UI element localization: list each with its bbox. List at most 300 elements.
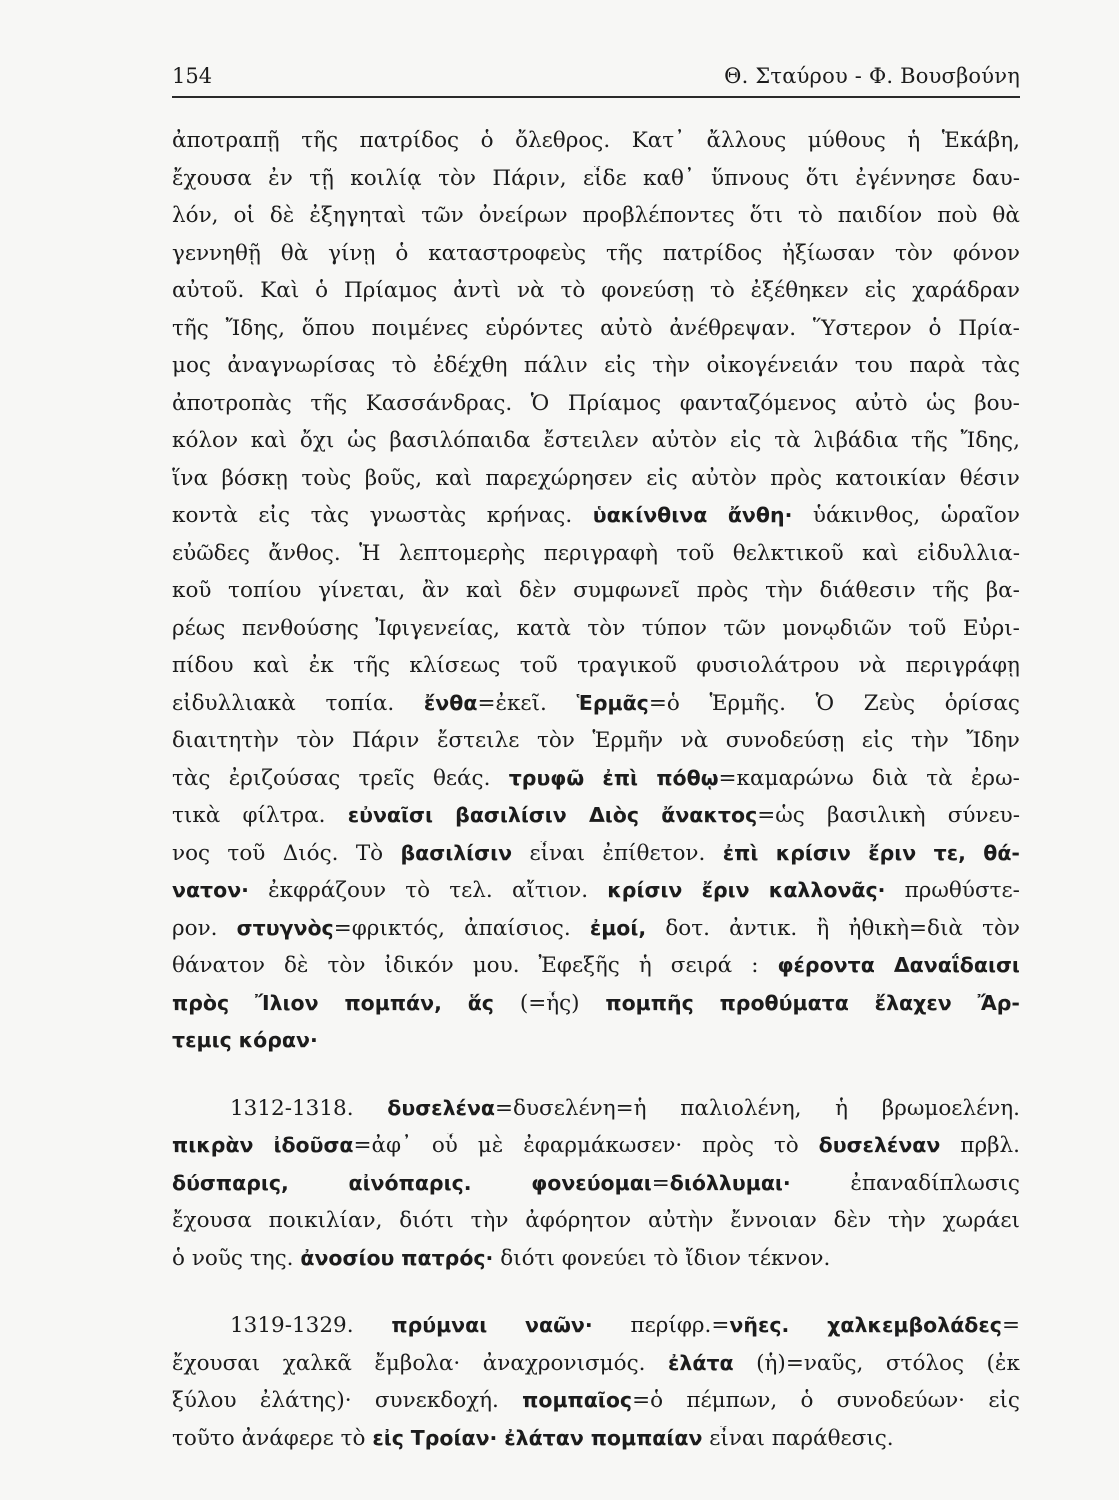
- word: [300, 428, 334, 453]
- word-part: πρωθύστε-: [904, 878, 1020, 903]
- word-part: τῆς: [172, 315, 209, 341]
- word: [309, 203, 406, 228]
- word: [894, 953, 1020, 978]
- word: [453, 278, 501, 303]
- word: [172, 1388, 237, 1413]
- word: [697, 578, 749, 603]
- word: [172, 391, 292, 416]
- word-part: πίδου: [172, 653, 234, 678]
- word: [601, 278, 694, 303]
- text-line: [172, 203, 1020, 241]
- word-part: Ζεὺς: [863, 690, 915, 716]
- word: [268, 878, 386, 903]
- word: [405, 878, 430, 903]
- lemma-term: ἀνοσίου: [300, 1245, 395, 1270]
- word: [726, 728, 844, 753]
- word-part: διὰ: [872, 765, 908, 791]
- word: [776, 841, 851, 866]
- word-part: =ἀφ᾿: [353, 1133, 412, 1158]
- word-part: (ἡ)=ναῦς,: [756, 1350, 864, 1376]
- word-part: θεάς.: [432, 765, 491, 791]
- word: [934, 841, 966, 866]
- word: [466, 578, 502, 603]
- word-part: Ἐφεξῆς: [538, 953, 620, 978]
- word: [709, 1426, 765, 1451]
- word-part: ἡ: [638, 953, 652, 978]
- word: [562, 1246, 647, 1271]
- word-part: ἡ: [907, 128, 921, 153]
- word-part: της.: [249, 1245, 294, 1271]
- word-part: εἰς: [861, 728, 894, 753]
- word-part: Πάριν: [351, 728, 420, 753]
- text-line: [172, 916, 1020, 954]
- word: [926, 391, 956, 416]
- word: [774, 1133, 799, 1158]
- word-part: ἔννοιαν: [730, 1208, 817, 1233]
- word-part: =: [1001, 1313, 1020, 1338]
- word: [344, 991, 441, 1016]
- word-part: ὁ: [172, 1245, 185, 1271]
- word-part: περιγράφῃ: [905, 653, 1020, 678]
- word: [953, 241, 1020, 266]
- word: [577, 691, 680, 716]
- word: [281, 241, 308, 266]
- word: [681, 728, 709, 753]
- word: [868, 841, 916, 866]
- word: [375, 1388, 499, 1413]
- word: [365, 466, 422, 491]
- word-part: εἰς: [729, 428, 762, 453]
- word: [632, 128, 685, 153]
- lemma-term: Δαναΐδαισι: [893, 953, 1020, 977]
- word-part: τῶν: [723, 615, 766, 641]
- word-part: τὴν: [652, 353, 691, 378]
- word: [696, 653, 839, 678]
- word-part: αὐτὸ: [855, 390, 908, 416]
- word-part: ἀποτραπῇ: [172, 128, 280, 153]
- word: [862, 541, 898, 566]
- word-part: ρον.: [172, 915, 218, 941]
- word-part: ὁ: [928, 315, 942, 341]
- word-part: πέμπων,: [686, 1388, 778, 1413]
- word: [859, 653, 887, 678]
- word-part: ὅτι: [749, 203, 783, 228]
- word: [227, 353, 375, 378]
- word: [750, 203, 783, 228]
- word-part: τὴν: [888, 1208, 926, 1233]
- word: [820, 578, 916, 603]
- lemma-term: ἐπὶ: [722, 840, 759, 865]
- word: [359, 766, 415, 791]
- word: [356, 841, 383, 866]
- word-part: καὶ: [250, 428, 288, 453]
- word-part: δὲν: [519, 578, 557, 603]
- word-part: φόνον: [952, 240, 1020, 266]
- word: [544, 541, 658, 566]
- word-part: κοῦ: [172, 578, 212, 603]
- word: [646, 466, 678, 491]
- word-part: ἐκ: [308, 653, 334, 678]
- word: [172, 1351, 260, 1376]
- word: [971, 766, 1020, 791]
- lemma-term: εἰς: [372, 1425, 404, 1450]
- word: [399, 541, 525, 566]
- lemma-term: αἰνόπαρις.: [348, 1170, 472, 1195]
- word: [284, 953, 308, 978]
- word: [370, 503, 467, 528]
- word: [387, 1096, 646, 1121]
- word: [512, 878, 588, 903]
- word: [577, 653, 677, 678]
- word: [233, 203, 254, 228]
- word-part: γνωστὰς: [369, 503, 467, 528]
- word: [748, 1246, 830, 1271]
- word: [384, 953, 453, 978]
- word-part: Πρία-: [958, 315, 1020, 341]
- word-part: παρὰ: [909, 353, 966, 378]
- word: [642, 616, 707, 641]
- lemma-term: ἐλάταν: [504, 1425, 584, 1450]
- word-part: εἶναι: [709, 1425, 765, 1451]
- word: [974, 391, 1020, 416]
- word: [438, 166, 476, 191]
- lemma-term: δύσπαρις,: [172, 1170, 289, 1195]
- word-part: ἐγέννησε: [855, 165, 956, 191]
- text-line: [172, 1028, 1020, 1066]
- word-part: =: [651, 1170, 670, 1196]
- lemma-term: ὑακίνθινα: [592, 503, 708, 527]
- word: [772, 1426, 894, 1451]
- word: [593, 503, 708, 528]
- word: [172, 353, 211, 378]
- word-part: κοντὰ: [172, 503, 238, 528]
- word: [573, 578, 680, 603]
- word-part: ἐξέθηκεν: [750, 278, 849, 303]
- lemma-term: τρυφῶ: [508, 765, 585, 790]
- word: [464, 916, 571, 941]
- word-part: τοῦ: [519, 653, 558, 678]
- word: [172, 766, 210, 791]
- word: [590, 916, 646, 941]
- word-part: αὐτὸ: [600, 315, 653, 341]
- word-part: φανταζόμενος: [679, 390, 837, 416]
- word: [172, 953, 265, 978]
- lemma-term: θά-: [983, 840, 1020, 865]
- word: [524, 353, 588, 378]
- word-part: ξύλου: [172, 1388, 237, 1413]
- lemma-term: τεμις: [172, 1028, 232, 1052]
- word-part: πρὸς: [770, 465, 822, 491]
- word-part: θάνατον: [172, 953, 265, 978]
- lemma-term: ἔνθα: [423, 690, 478, 715]
- word-part: καθ᾿: [643, 165, 695, 191]
- word: [172, 241, 261, 266]
- word: [855, 353, 893, 378]
- word: [411, 1426, 498, 1451]
- word: [702, 1133, 754, 1158]
- word-part: ἐρω-: [970, 765, 1020, 791]
- word-part: ἰδικόν: [384, 953, 454, 978]
- word: [433, 353, 507, 378]
- word-part: τὴν: [470, 1208, 509, 1233]
- word-part: τοὺς: [301, 465, 352, 491]
- word-part: βου-: [974, 390, 1020, 416]
- word: [172, 691, 296, 716]
- word-part: μου.: [472, 953, 520, 978]
- word-part: ἢ: [816, 915, 830, 941]
- word: [865, 278, 897, 303]
- word: [409, 653, 500, 678]
- word: [483, 1351, 646, 1376]
- word-part: Καὶ: [260, 278, 300, 303]
- word: [504, 1426, 584, 1451]
- word: [172, 578, 211, 603]
- lemma-term: χαλκεμβολάδες: [827, 1313, 1002, 1337]
- word: [816, 916, 829, 941]
- text-line: [172, 1313, 1020, 1351]
- lemma-term: κρίσιν: [607, 878, 683, 902]
- word-part: τοῦ: [227, 840, 266, 866]
- word: [478, 1133, 504, 1158]
- word-part: ρέως: [172, 615, 226, 641]
- word: [560, 278, 585, 303]
- paragraph-commentary: [172, 128, 1020, 1066]
- word-part: δαυ-: [972, 165, 1020, 191]
- word: [966, 728, 1020, 753]
- word: [827, 803, 925, 828]
- word-part: παιδίον: [837, 203, 923, 228]
- word: [983, 841, 1020, 866]
- word: [837, 1388, 965, 1413]
- word-part: τέκνον.: [747, 1245, 831, 1271]
- word-part: φονεύει: [561, 1245, 647, 1271]
- word-part: εἰδυλλιακὰ: [172, 690, 296, 716]
- word-part: :: [751, 953, 759, 978]
- word-part: χωράει: [942, 1208, 1020, 1233]
- word: [774, 428, 800, 453]
- word-part: δὲ: [283, 953, 309, 978]
- word: [500, 1246, 555, 1271]
- word: [906, 653, 1020, 678]
- word-part: ἔμβολα·: [374, 1350, 461, 1376]
- lemma-term: πατρός·: [401, 1245, 494, 1270]
- word-part: τῆς: [932, 578, 970, 603]
- word: [770, 466, 822, 491]
- word-part: τὴν: [910, 728, 949, 753]
- word: [366, 391, 513, 416]
- text-line: [172, 1426, 1020, 1464]
- word: [765, 578, 803, 603]
- word-part: τὸ: [560, 278, 586, 303]
- word: [172, 1028, 232, 1053]
- lemma-term: δυσελένα: [387, 1095, 496, 1120]
- lemma-term: κόραν·: [238, 1028, 318, 1052]
- word: [806, 166, 839, 191]
- word-part: Ἑρμῆς.: [709, 690, 786, 716]
- word: [537, 728, 575, 753]
- word: [652, 353, 690, 378]
- word-part: τὰς: [981, 353, 1020, 378]
- word-part: Πρίαμος: [567, 390, 662, 416]
- word-part: ἄλλους: [706, 128, 787, 153]
- word-part: του: [854, 353, 893, 378]
- word-part: ἀντὶ: [453, 278, 502, 303]
- word: [268, 166, 293, 191]
- word-part: πρβλ.: [960, 1133, 1020, 1158]
- word-part: θὰ: [992, 203, 1020, 228]
- word: [720, 991, 849, 1016]
- word: [663, 241, 763, 266]
- word-part: διότι: [500, 1245, 555, 1271]
- word-part: ἴδιον: [685, 1245, 742, 1271]
- page-body: [172, 128, 1020, 1463]
- word: [449, 878, 493, 903]
- lemma-term: νατον·: [172, 878, 249, 902]
- word: [485, 466, 632, 491]
- text-line: [172, 353, 1020, 391]
- word-part: τὴν: [765, 578, 803, 603]
- word: [172, 466, 208, 491]
- word: [328, 241, 375, 266]
- word-part: καὶ: [435, 465, 472, 491]
- word: [709, 691, 785, 716]
- word-part: ἠξίωσαν: [782, 240, 876, 266]
- word: [516, 616, 570, 641]
- lemma-term: Διὸς: [588, 803, 640, 827]
- word: [283, 1351, 352, 1376]
- word-part: ἵνα: [172, 465, 209, 491]
- text-line: [172, 616, 1020, 654]
- word: [958, 316, 1020, 341]
- word-part: ὕπνους: [711, 165, 790, 191]
- word: [711, 166, 789, 191]
- lemma-term: ἐμοί,: [589, 915, 647, 940]
- word-part: ἐπαναδίπλωσις: [850, 1170, 1020, 1196]
- word: [531, 1171, 790, 1196]
- word-part: τὸν: [982, 915, 1020, 941]
- word: [707, 353, 839, 378]
- word: [350, 166, 421, 191]
- word-part: τὸν: [536, 728, 575, 753]
- word: [948, 803, 1020, 828]
- text-line: [172, 991, 1020, 1029]
- word: [318, 578, 405, 603]
- word: [253, 653, 289, 678]
- word: [269, 1208, 383, 1233]
- word-part: τραγικοῦ: [577, 653, 677, 678]
- word-part: 1312-1318.: [230, 1095, 354, 1121]
- word: [471, 1208, 509, 1233]
- word-part: τῆς: [310, 390, 348, 416]
- page-number: 154: [172, 64, 213, 88]
- word: [932, 578, 969, 603]
- word-part: ἐξηγηταὶ: [309, 203, 407, 228]
- word-part: φονεύσῃ: [601, 278, 695, 303]
- text-line: [172, 841, 1020, 879]
- word-part: ἀνέθρεψαν.: [669, 315, 797, 341]
- word-part: Τὸ: [355, 840, 384, 866]
- word: [680, 1096, 801, 1121]
- word-part: εἰς: [646, 465, 678, 491]
- text-line: [172, 578, 1020, 616]
- word-part: ἐδέχθη: [433, 353, 508, 378]
- word-part: Εὐρι-: [962, 615, 1020, 641]
- word: [283, 841, 339, 866]
- word: [327, 953, 365, 978]
- word-part: τοῦτο: [172, 1425, 235, 1451]
- word-part: θελκτικοῦ: [732, 540, 844, 566]
- word-part: τὸν: [895, 240, 933, 266]
- word: [352, 728, 419, 753]
- word: [911, 728, 949, 753]
- word-part: μος: [172, 353, 211, 378]
- text-line: [172, 1208, 1020, 1246]
- word-part: αὐτὴν: [648, 1208, 714, 1233]
- word: [301, 128, 338, 153]
- word: [479, 203, 568, 228]
- word-part: χαράδραν: [912, 278, 1020, 303]
- word-part: ἐπίθετον.: [602, 840, 706, 866]
- word: [798, 203, 823, 228]
- text-line: [172, 1171, 1020, 1209]
- word: [886, 1351, 964, 1376]
- lemma-term: ἐλάτα: [668, 1350, 734, 1375]
- word-part: =ἐκεῖ.: [477, 690, 547, 716]
- word-part: ὅπου: [301, 315, 355, 341]
- word-part: τὸν: [296, 728, 335, 753]
- word-part: Ἑκάβη,: [941, 128, 1020, 153]
- word: [656, 766, 853, 791]
- word: [606, 241, 643, 266]
- word: [433, 766, 490, 791]
- word-part: συνοδεύων·: [836, 1388, 966, 1413]
- word: [239, 1028, 318, 1053]
- word: [401, 1246, 493, 1271]
- word: [988, 1388, 1020, 1413]
- word: [353, 653, 390, 678]
- word-part: ὁ: [315, 278, 329, 303]
- word: [341, 1426, 366, 1451]
- word: [706, 128, 786, 153]
- word-part: αὐτοῦ.: [172, 278, 245, 303]
- word-part: =ὁ: [648, 690, 680, 716]
- word-part: τοῦ: [908, 615, 947, 641]
- word-part: λόν,: [172, 203, 219, 228]
- word: [300, 1246, 394, 1271]
- lemma-term: ἐπὶ: [602, 765, 639, 790]
- word-part: ἂν: [421, 578, 450, 603]
- word: [392, 353, 417, 378]
- word-part: εἰδυλλια-: [916, 540, 1020, 566]
- word: [909, 353, 965, 378]
- word-part: τῆς: [605, 240, 643, 266]
- word-part: τὰ: [774, 428, 801, 453]
- word: [987, 1351, 1020, 1376]
- word: [273, 1133, 411, 1158]
- word: [517, 278, 545, 303]
- word-part: τὸ: [405, 878, 431, 903]
- word-part: τελ.: [449, 878, 493, 903]
- word-part: λιβάδια: [813, 428, 899, 453]
- word: [808, 128, 886, 153]
- paragraph-1319-1329: [172, 1313, 1020, 1463]
- word-part: διότι: [399, 1208, 454, 1233]
- word-part: βόσκῃ: [221, 465, 288, 491]
- text-line: [172, 1246, 1020, 1284]
- lemma-term: πόθῳ: [656, 765, 719, 790]
- word-part: τοῦ: [676, 540, 715, 566]
- word: [172, 916, 218, 941]
